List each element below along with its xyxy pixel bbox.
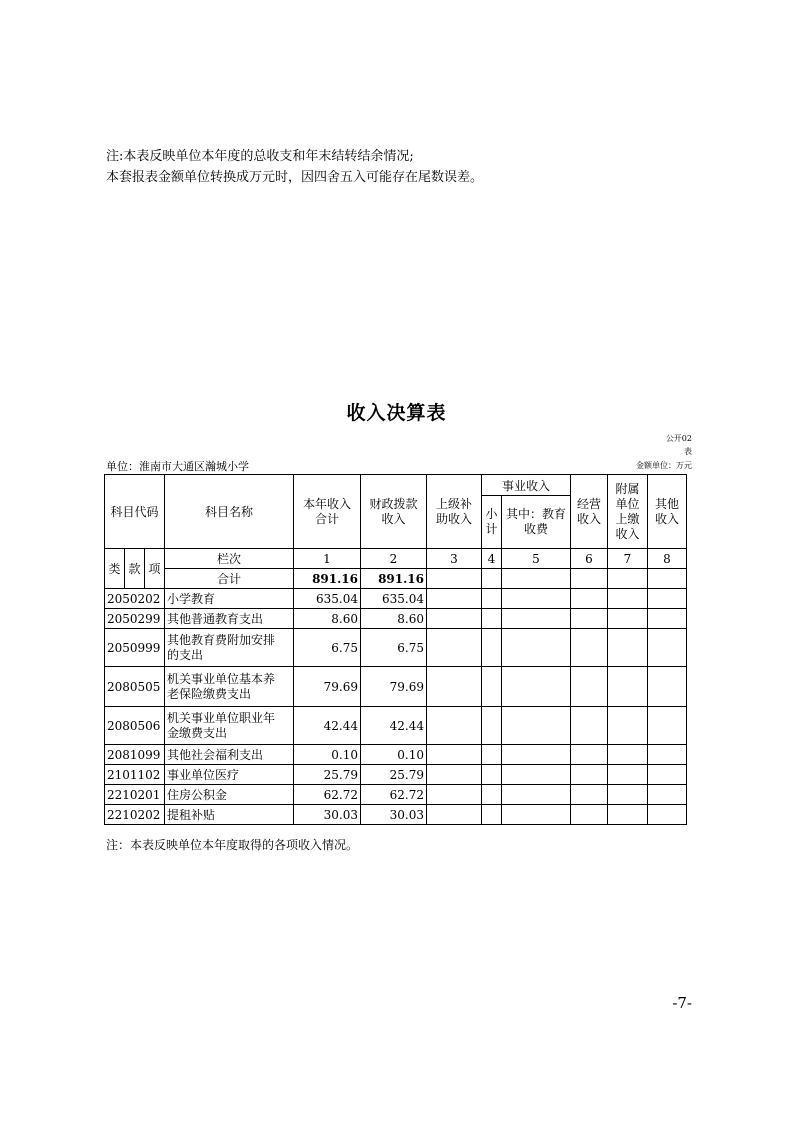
header-kuan: 款 bbox=[125, 549, 145, 589]
col-num-3: 3 bbox=[427, 549, 482, 569]
top-note-line-1: 注:本表反映单位本年度的总收支和年末结转结余情况; bbox=[106, 149, 414, 164]
row-name-line-2: 金缴费支出 bbox=[167, 725, 228, 740]
row-name: 住房公积金 bbox=[165, 785, 294, 805]
row-code: 2050999 bbox=[105, 629, 165, 667]
header-subtotal bbox=[482, 496, 502, 549]
row-total: 79.69 bbox=[294, 667, 361, 707]
table-row bbox=[105, 745, 687, 765]
header-total bbox=[294, 475, 361, 549]
total-row-fiscal: 891.16 bbox=[361, 569, 427, 589]
col-num-8: 8 bbox=[648, 549, 687, 569]
header-affiliated-line-1: 附属 bbox=[615, 481, 640, 496]
header-fiscal-line-2: 收入 bbox=[381, 511, 406, 526]
header-affiliated-line-4: 收入 bbox=[615, 526, 640, 541]
row-name: 提租补贴 bbox=[165, 805, 294, 825]
row-fiscal: 62.72 bbox=[361, 785, 427, 805]
header-total-line-2: 合计 bbox=[314, 511, 339, 526]
table-row bbox=[105, 765, 687, 785]
row-name-line-1: 机关事业单位基本养 bbox=[167, 671, 276, 686]
table-row bbox=[105, 629, 687, 667]
total-row-label: 合计 bbox=[165, 569, 294, 589]
row-total: 62.72 bbox=[294, 785, 361, 805]
row-total: 25.79 bbox=[294, 765, 361, 785]
header-edu-fee-line-1: 其中：教育 bbox=[505, 507, 566, 521]
header-operating-line-2: 收入 bbox=[576, 511, 601, 526]
header-business-income: 事业收入 bbox=[482, 475, 571, 496]
row-code: 2050299 bbox=[105, 609, 165, 629]
row-fiscal: 25.79 bbox=[361, 765, 427, 785]
amount-unit: 金额单位：万元 bbox=[636, 461, 692, 470]
header-fiscal bbox=[361, 475, 427, 549]
header-xiang: 项 bbox=[145, 549, 165, 589]
row-code: 2101102 bbox=[105, 765, 165, 785]
header-total-line-1: 本年收入 bbox=[302, 496, 351, 511]
header-subject-code: 科目代码 bbox=[105, 475, 165, 549]
row-fiscal: 0.10 bbox=[361, 745, 427, 765]
row-name: 事业单位医疗 bbox=[165, 765, 294, 785]
col-num-7: 7 bbox=[608, 549, 648, 569]
row-code: 2080506 bbox=[105, 707, 165, 745]
row-total: 0.10 bbox=[294, 745, 361, 765]
row-name-line-2: 老保险缴费支出 bbox=[167, 686, 252, 701]
col-num-2: 2 bbox=[361, 549, 427, 569]
header-subtotal-line-2: 计 bbox=[485, 522, 498, 536]
page-number: -7- bbox=[672, 994, 692, 1012]
header-lanci: 栏次 bbox=[165, 549, 294, 569]
header-lei: 类 bbox=[105, 549, 125, 589]
row-fiscal: 79.69 bbox=[361, 667, 427, 707]
header-operating bbox=[571, 475, 608, 549]
form-code bbox=[600, 432, 692, 458]
header-other-line-1: 其他 bbox=[654, 496, 679, 511]
header-affiliated-line-3: 上缴 bbox=[615, 511, 640, 526]
row-code: 2081099 bbox=[105, 745, 165, 765]
header-edu-fee-line-2: 收费 bbox=[523, 522, 548, 536]
row-fiscal: 42.44 bbox=[361, 707, 427, 745]
page-title: 收入决算表 bbox=[346, 402, 447, 424]
header-fiscal-line-1: 财政拨款 bbox=[369, 496, 418, 511]
row-name-line-1: 机关事业单位职业年 bbox=[167, 710, 276, 725]
top-notes bbox=[106, 146, 483, 188]
row-code: 2080505 bbox=[105, 667, 165, 707]
header-affiliated-line-2: 单位 bbox=[615, 496, 640, 511]
row-name bbox=[165, 629, 294, 667]
row-fiscal: 635.04 bbox=[361, 589, 427, 609]
col-num-1: 1 bbox=[294, 549, 361, 569]
header-other bbox=[648, 475, 687, 549]
form-code-line-1: 公开02 bbox=[665, 434, 692, 443]
unit-label: 单位：淮南市大通区瀚城小学 bbox=[106, 460, 249, 473]
header-subject-name: 科目名称 bbox=[165, 475, 294, 549]
col-num-5: 5 bbox=[502, 549, 571, 569]
row-fiscal: 30.03 bbox=[361, 805, 427, 825]
col-num-6: 6 bbox=[571, 549, 608, 569]
row-total: 42.44 bbox=[294, 707, 361, 745]
form-code-line-2: 表 bbox=[684, 447, 692, 456]
top-note-line-2: 本套报表金额单位转换成万元时，因四舍五入可能存在尾数误差。 bbox=[106, 170, 484, 185]
row-fiscal: 6.75 bbox=[361, 629, 427, 667]
income-table bbox=[104, 474, 687, 825]
header-edu-fee bbox=[502, 496, 571, 549]
header-subtotal-line-1: 小 bbox=[485, 507, 498, 521]
row-code: 2210202 bbox=[105, 805, 165, 825]
table-row bbox=[105, 785, 687, 805]
header-superior bbox=[427, 475, 482, 549]
table-row bbox=[105, 589, 687, 609]
bottom-note: 注：本表反映单位本年度取得的各项收入情况。 bbox=[106, 838, 359, 852]
col-num-4: 4 bbox=[482, 549, 502, 569]
row-name bbox=[165, 667, 294, 707]
header-superior-line-2: 助收入 bbox=[435, 511, 472, 526]
header-affiliated bbox=[608, 475, 648, 549]
row-total: 635.04 bbox=[294, 589, 361, 609]
total-row bbox=[105, 569, 687, 589]
row-code: 2050202 bbox=[105, 589, 165, 609]
row-total: 8.60 bbox=[294, 609, 361, 629]
total-row-total: 891.16 bbox=[294, 569, 361, 589]
table-row bbox=[105, 667, 687, 707]
table-row bbox=[105, 707, 687, 745]
header-superior-line-1: 上级补 bbox=[435, 496, 472, 511]
row-name: 其他普通教育支出 bbox=[165, 609, 294, 629]
row-name-line-2: 的支出 bbox=[167, 647, 204, 662]
row-code: 2210201 bbox=[105, 785, 165, 805]
row-name: 小学教育 bbox=[165, 589, 294, 609]
row-name bbox=[165, 707, 294, 745]
header-operating-line-1: 经营 bbox=[576, 496, 601, 511]
row-total: 30.03 bbox=[294, 805, 361, 825]
row-name: 其他社会福利支出 bbox=[165, 745, 294, 765]
row-total: 6.75 bbox=[294, 629, 361, 667]
table-row bbox=[105, 609, 687, 629]
header-other-line-2: 收入 bbox=[654, 511, 679, 526]
table-row bbox=[105, 805, 687, 825]
row-fiscal: 8.60 bbox=[361, 609, 427, 629]
row-name-line-1: 其他教育费附加安排 bbox=[167, 632, 276, 647]
